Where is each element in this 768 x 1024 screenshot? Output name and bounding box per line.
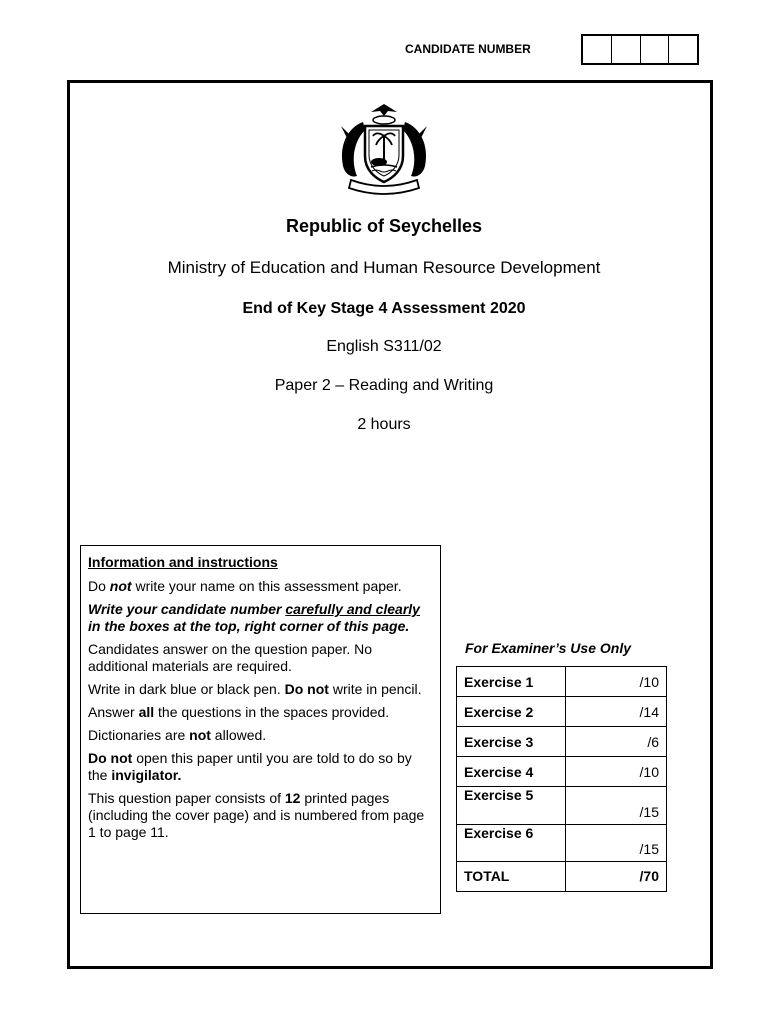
exercise-score: /15	[566, 824, 667, 861]
assessment-title: End of Key Stage 4 Assessment 2020	[242, 300, 526, 317]
exercise-label: Exercise 1	[457, 667, 566, 697]
table-row	[457, 757, 667, 787]
table-row-total	[457, 861, 667, 891]
exercise-score: /15	[566, 787, 667, 824]
total-score: /70	[566, 861, 667, 891]
exercise-label: Exercise 6	[457, 824, 566, 861]
candidate-digit-box[interactable]	[583, 36, 612, 63]
instruction-name: Do not write your name on this assessment paper.	[88, 578, 402, 594]
instruction-page-count: This question paper consists of 12 printed pages (including the cover page) and is numbered from page 1 to page 11.	[88, 790, 425, 840]
instruction-pen: Write in dark blue or black pen. Do not write in pencil.	[88, 681, 422, 697]
exercise-score: /10	[566, 667, 667, 697]
exercise-label: Exercise 3	[457, 727, 566, 757]
candidate-number-boxes[interactable]	[581, 34, 699, 65]
table-row	[457, 824, 667, 861]
seychelles-coat-of-arms-icon	[333, 100, 435, 198]
total-label: TOTAL	[457, 861, 566, 891]
ministry-name: Ministry of Education and Human Resource Development	[167, 258, 601, 277]
instruction-materials: Candidates answer on the question paper. No additional materials are required.	[88, 641, 373, 674]
exercise-label: Exercise 2	[457, 697, 566, 727]
exercise-label: Exercise 5	[457, 787, 566, 824]
exercise-score: /14	[566, 697, 667, 727]
subject-code: English S311/02	[326, 338, 442, 355]
instructions-heading: Information and instructions	[88, 554, 278, 570]
table-row	[457, 787, 667, 824]
candidate-digit-box[interactable]	[612, 36, 641, 63]
instruction-do-not-open: Do not open this paper until you are told to do so by the invigilator.	[88, 750, 412, 783]
candidate-digit-box[interactable]	[669, 36, 697, 63]
exercise-label: Exercise 4	[457, 757, 566, 787]
instruction-candidate-number: Write your candidate number carefully and clearly in the boxes at the top, right corner of this page.	[88, 601, 420, 634]
candidate-number-label: CANDIDATE NUMBER	[405, 42, 531, 56]
examiner-score-table	[456, 666, 667, 892]
table-row	[457, 697, 667, 727]
table-row	[457, 667, 667, 697]
exercise-score: /10	[566, 757, 667, 787]
duration: 2 hours	[357, 416, 411, 433]
instructions-box	[80, 545, 441, 914]
exercise-score: /6	[566, 727, 667, 757]
table-row	[457, 727, 667, 757]
paper-title: Paper 2 – Reading and Writing	[274, 377, 494, 394]
country-title: Republic of Seychelles	[285, 216, 483, 236]
examiner-use-title: For Examiner’s Use Only	[465, 640, 631, 656]
candidate-digit-box[interactable]	[641, 36, 670, 63]
instruction-answer-all: Answer all the questions in the spaces provided.	[88, 704, 390, 720]
instruction-dictionaries: Dictionaries are not allowed.	[88, 727, 267, 743]
